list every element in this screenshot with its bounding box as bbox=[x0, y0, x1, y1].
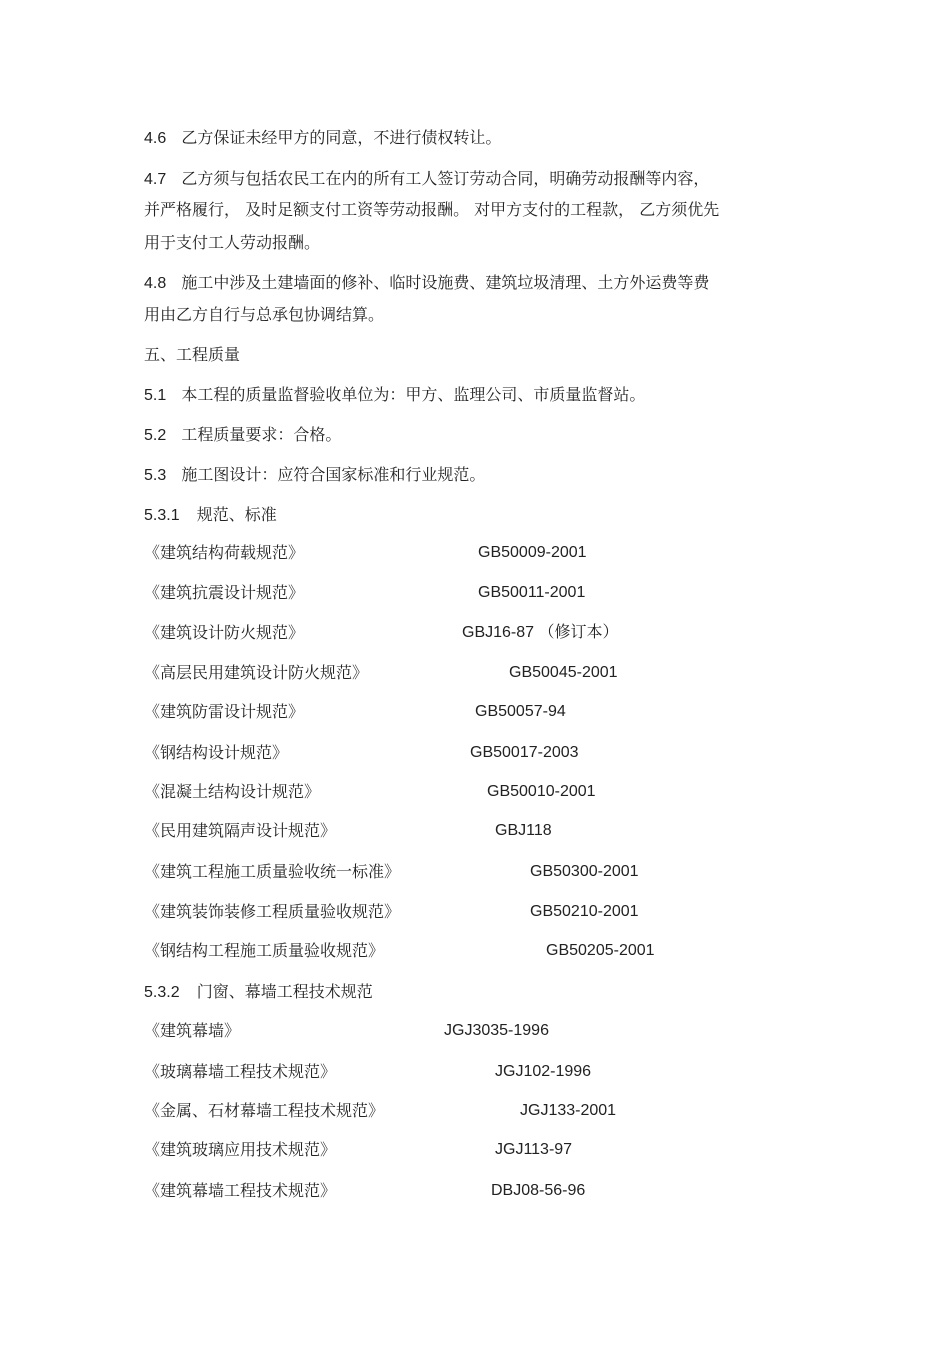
standard-name: 《金属、石材幕墙工程技术规范》 bbox=[144, 1101, 385, 1120]
clause-5-1 bbox=[144, 385, 645, 405]
standard-item bbox=[144, 821, 336, 841]
standard-code: JGJ133-2001 bbox=[520, 1102, 617, 1119]
standard-item bbox=[144, 782, 320, 802]
clause-5-2 bbox=[144, 425, 341, 445]
standard-name: 《高层民用建筑设计防火规范》 bbox=[144, 663, 369, 682]
standard-name: 《建筑装饰装修工程质量验收规范》 bbox=[144, 902, 401, 921]
clause-number: 5.3.2 bbox=[144, 984, 180, 1001]
standard-code: GB50300-2001 bbox=[530, 863, 639, 880]
clause-number: 4.6 bbox=[144, 130, 167, 147]
standard-name: 《建筑玻璃应用技术规范》 bbox=[144, 1140, 337, 1159]
clause-text: 门窗、幕墙工程技术规范 bbox=[196, 982, 373, 1001]
standard-code: GB50045-2001 bbox=[509, 664, 618, 681]
clause-number: 5.1 bbox=[144, 387, 167, 404]
standard-name: 《建筑结构荷载规范》 bbox=[144, 543, 305, 562]
clause-4-7-line-2 bbox=[144, 200, 719, 220]
clause-text: 乙方保证未经甲方的同意，不进行债权转让。 bbox=[181, 128, 502, 147]
clause-text: 乙方须与包括农民工在内的所有工人签订劳动合同，明确劳动报酬等内容， bbox=[181, 169, 710, 188]
clause-4-8 bbox=[144, 273, 709, 293]
clause-text: 规范、标准 bbox=[196, 505, 277, 524]
standard-code: JGJ3035-1996 bbox=[444, 1022, 549, 1039]
standard-name: 《玻璃幕墙工程技术规范》 bbox=[144, 1062, 337, 1081]
clause-number: 4.7 bbox=[144, 171, 167, 188]
standard-name: 《建筑抗震设计规范》 bbox=[144, 583, 305, 602]
standard-name: 《建筑防雷设计规范》 bbox=[144, 702, 305, 721]
standard-code: DBJ08-56-96 bbox=[491, 1182, 586, 1199]
standard-code: GBJ16-87 （修订本） bbox=[462, 624, 619, 641]
clause-text: 施工图设计：应符合国家标准和行业规范。 bbox=[181, 465, 486, 484]
clause-4-7-line-3 bbox=[144, 233, 320, 253]
standard-item bbox=[144, 1140, 336, 1160]
standard-name: 《混凝土结构设计规范》 bbox=[144, 782, 321, 801]
clause-number: 5.3.1 bbox=[144, 507, 180, 524]
clause-5-3 bbox=[144, 465, 485, 485]
standard-item bbox=[144, 862, 400, 882]
standard-code: GB50010-2001 bbox=[487, 783, 596, 800]
standard-name: 《钢结构工程施工质量验收规范》 bbox=[144, 941, 385, 960]
standard-code: GB50017-2003 bbox=[470, 744, 579, 761]
section-heading-5 bbox=[144, 345, 240, 365]
standard-name: 《建筑工程施工质量验收统一标准》 bbox=[144, 862, 401, 881]
standard-item bbox=[144, 902, 400, 922]
standard-item bbox=[144, 663, 368, 683]
standard-name: 《建筑幕墙》 bbox=[144, 1021, 241, 1040]
clause-5-3-2 bbox=[144, 982, 373, 1002]
clause-text: 用于支付工人劳动报酬。 bbox=[144, 233, 321, 252]
standard-code: GB50009-2001 bbox=[478, 544, 587, 561]
clause-number: 4.8 bbox=[144, 275, 167, 292]
standard-item bbox=[144, 623, 304, 643]
clause-text: 本工程的质量监督验收单位为：甲方、监理公司、市质量监督站。 bbox=[181, 385, 646, 404]
section-heading-text: 五、工程质量 bbox=[144, 345, 241, 364]
clause-text: 并严格履行， 及时足额支付工资等劳动报酬。 对甲方支付的工程款， 乙方须优先 bbox=[144, 200, 720, 219]
clause-text: 施工中涉及土建墙面的修补、临时设施费、建筑垃圾清理、土方外运费等费 bbox=[181, 273, 710, 292]
clause-number: 5.2 bbox=[144, 427, 167, 444]
standard-item bbox=[144, 702, 304, 722]
standard-item bbox=[144, 1101, 384, 1121]
clause-text: 工程质量要求：合格。 bbox=[181, 425, 342, 444]
standard-name: 《建筑幕墙工程技术规范》 bbox=[144, 1181, 337, 1200]
standard-code: GBJ118 bbox=[495, 822, 552, 839]
standard-code: GB50011-2001 bbox=[478, 584, 586, 601]
standard-item bbox=[144, 1062, 336, 1082]
standard-code: GB50205-2001 bbox=[546, 942, 655, 959]
standard-code: GB50057-94 bbox=[475, 703, 566, 720]
standard-item bbox=[144, 941, 384, 961]
standard-name: 《钢结构设计规范》 bbox=[144, 743, 289, 762]
standard-name: 《民用建筑隔声设计规范》 bbox=[144, 821, 337, 840]
clause-4-7 bbox=[144, 169, 709, 189]
standard-name: 《建筑设计防火规范》 bbox=[144, 623, 305, 642]
standard-item bbox=[144, 543, 304, 563]
clause-text: 用由乙方自行与总承包协调结算。 bbox=[144, 305, 385, 324]
clause-number: 5.3 bbox=[144, 467, 167, 484]
standard-item bbox=[144, 1021, 240, 1041]
standard-code: JGJ102-1996 bbox=[495, 1063, 592, 1080]
standard-code: GB50210-2001 bbox=[530, 903, 639, 920]
standard-code: JGJ113-97 bbox=[495, 1141, 573, 1158]
clause-5-3-1 bbox=[144, 505, 277, 525]
standard-item bbox=[144, 743, 288, 763]
standard-item bbox=[144, 583, 304, 603]
clause-4-8-line-2 bbox=[144, 305, 384, 325]
clause-4-6 bbox=[144, 128, 501, 148]
standard-item bbox=[144, 1181, 336, 1201]
